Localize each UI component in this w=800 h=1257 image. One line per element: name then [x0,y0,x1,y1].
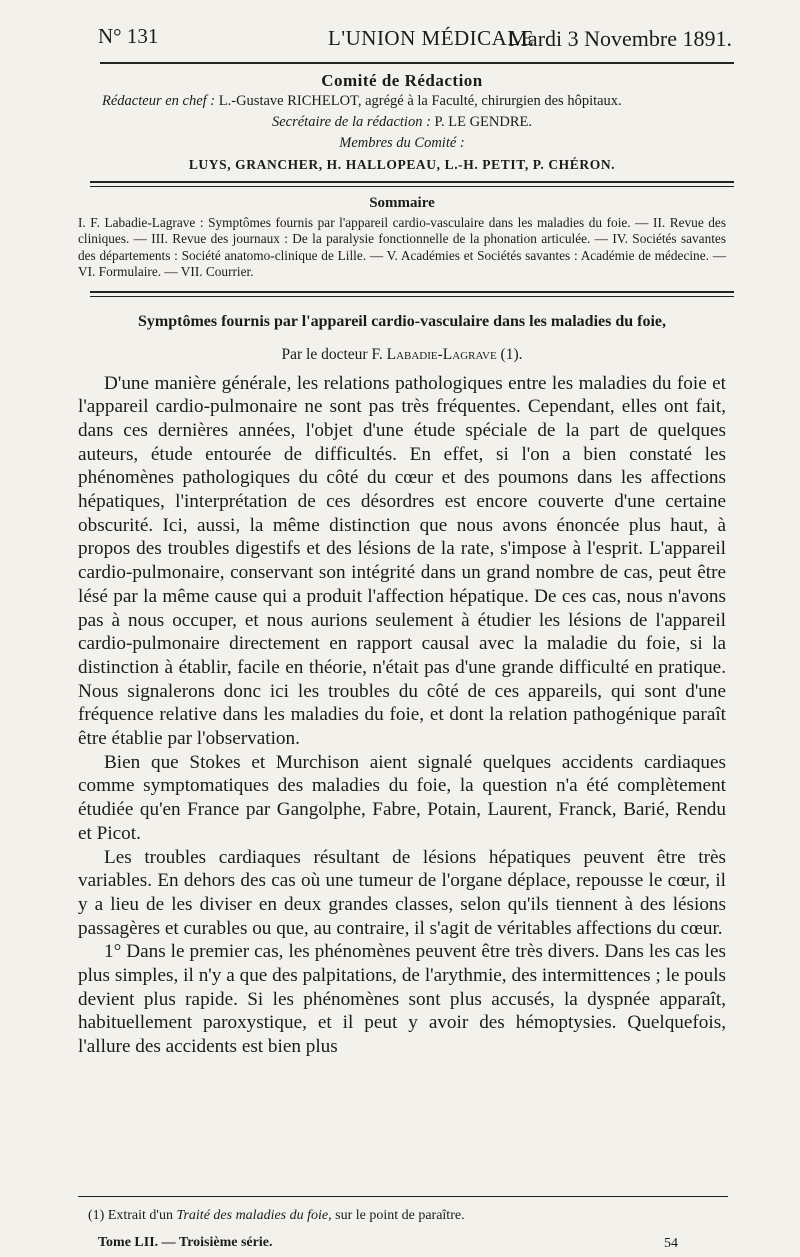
footnote-rule [78,1196,728,1197]
secretary-label: Secrétaire de la rédaction : [271,114,431,130]
paragraph: Les troubles cardiaques résultant de lésions hépatiques peuvent être très variables. En dehors des cas où une tumeur de l'organe déplace, repousse le cœur, il y a lieu de les diviser en deux grandes classes, selon qu'ils tiennent à des lésions passagères et curables ou que, au contraire, il s'agit de véritables affections du cœur. [78,846,726,939]
article-body [78,372,726,1059]
footnote-prefix: (1) Extrait d'un [88,1208,173,1223]
members-names: LUYS, GRANCHER, H. HALLOPEAU, L.-H. PETIT, P. CHÉRON. [188,157,616,172]
masthead [78,22,732,62]
volume-info: Tome LII. — Troisième série. [98,1235,273,1250]
editorial-committee [78,70,726,175]
chief-label: Rédacteur en chef : [102,93,216,109]
paragraph: 1° Dans le premier cas, les phénomènes peuvent être très divers. Dans les cas les plus simples, il n'y a que des palpitations, de l'arythmie, des intermittences ; le pouls devient plus rapide. Si les phénomènes sont plus accusés, la dyspnée apparaît, habituellement paroxystique, et il peut y avoir des hémoptysies. Quelquefois, l'allure des accidents est bien plus [78,941,726,1058]
article-byline [78,346,726,364]
paragraph: D'une manière générale, les relations pathologiques entre les maladies du foie et l'appareil cardio-pulmonaire ne sont pas très fréquentes. Cependant, elles ont fait, dans ces dernières années, l'objet d'une étude spéciale de la part de quelques auteurs, étude entourée de difficultés. En effet, si l'on a bien constaté les phénomènes pathologiques du côté du cœur et des poumons dans les affections hépatiques, l'interprétation de ces désordres est encore couverte d'une certaine obscurité. Ici, aussi, la même distinction que nous avons énoncée plus haut, à propos des troubles digestifs et des lésions de la rate, s'impose à l'esprit. L'appareil cardio-pulmonaire, conservant son intégrité dans un grand nombre de cas, peut être lésé par la même cause qui a produit l'affection hépatique. De ces cas, nous n'avons pas à nous occuper, et nous aurions seulement à étudier les lésions de l'appareil cardio-pulmonaire directement en rapport causal avec la maladie du foie, si la distinction à établir, facile en théorie, n'était pas d'une grande difficulté en pratique. Nous signalerons donc ici les troubles du côté de ces appareils, qui sont d'une fréquence relative dans les maladies du foie, et dont la relation pathogénique paraît être établie par l'observation. [78,372,726,750]
page-number: 54 [664,1236,678,1251]
byline-author: F. Labadie-Lagrave (1). [371,345,523,363]
issue-number: N° 131 [98,24,159,48]
sommaire [78,195,726,281]
byline-prefix: Par le docteur [281,345,368,363]
secretary-name: P. LE GENDRE. [434,114,533,130]
issue-date: Mardi 3 Novembre 1891. [508,26,732,51]
members-label: Membres du Comité : [339,135,465,151]
footnote-work: Traité des maladies du foie, [176,1208,332,1223]
committee-rule [90,181,734,187]
footnote [88,1208,465,1224]
secretary [78,112,726,133]
sommaire-rule [90,291,734,297]
chief-name: L.-Gustave RICHELOT, agrégé à la Faculté, chirurgien des hôpitaux. [218,93,622,109]
footnote-suffix: sur le point de paraître. [335,1208,465,1223]
sommaire-title: Sommaire [369,195,435,211]
committee-title: Comité de Rédaction [321,71,483,90]
sommaire-text: I. F. Labadie-Lagrave : Symptômes fournis par l'appareil cardio-vasculaire dans les maladies du foie. — II. Revue des cliniques. — III. Revue des journaux : De la paralysie fonctionnelle de la phonation articulée. — IV. Sociétés savantes des départements : Société anatomo-clinique de Lille. — V. Académies et Sociétés savantes : Académie de médecine. — VI. Formulaire. — VII. Courrier. [78,214,726,279]
article-title: Symptômes fournis par l'appareil cardio-vasculaire dans les maladies du foie, [137,312,667,330]
masthead-rule [100,62,734,64]
chief-editor [78,91,726,112]
journal-title: L'UNION MÉDICALE [328,26,535,50]
paragraph: Bien que Stokes et Murchison aient signalé quelques accidents cardiaques comme symptomatiques des maladies du foie, la question n'a été complètement étudiée qu'en France par Gangolphe, Fabre, Potain, Laurent, Franck, Barié, Rendu et Picot. [78,751,726,844]
